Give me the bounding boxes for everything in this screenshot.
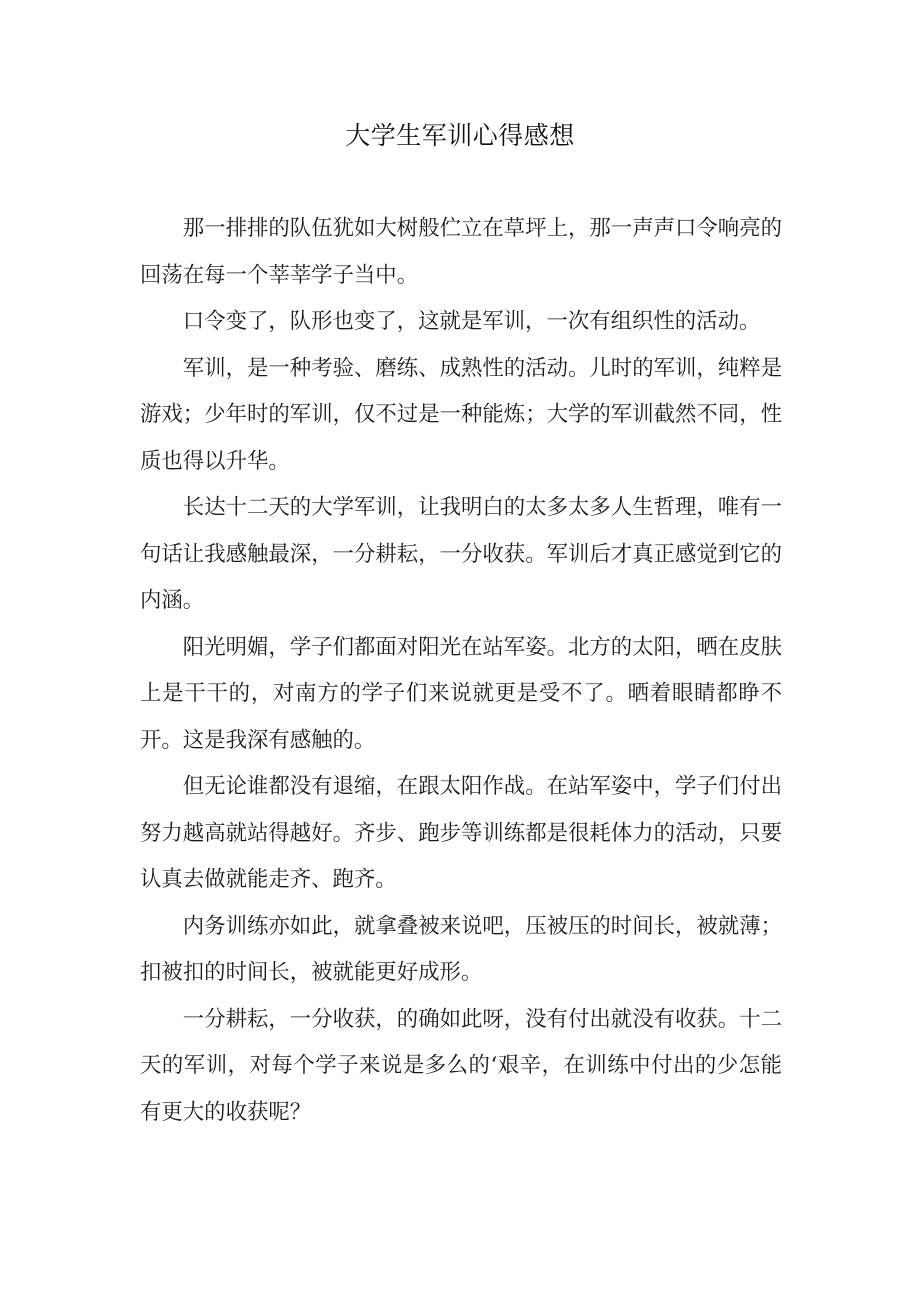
paragraph-1: 那一排排的队伍犹如大树般伫立在草坪上，那一声声口令响亮的回荡在每一个莘莘学子当中。 [140, 216, 782, 288]
document-body [140, 206, 782, 1136]
paragraph-5: 阳光明媚，学子们都面对阳光在站军姿。北方的太阳，晒在皮肤上是干干的，对南方的学子们来说就更是受不了。晒着眼睛都睁不开。这是我深有感触的。 [140, 634, 782, 753]
paragraph-2: 口令变了，队形也变了，这就是军训，一次有组织性的活动。 [182, 309, 761, 334]
paragraph-3: 军训，是一种考验、磨练、成熟性的活动。儿时的军训，纯粹是游戏；少年时的军训，仅不过是一种能炼；大学的军训截然不同，性质也得以升华。 [140, 355, 782, 474]
paragraph-6: 但无论谁都没有退缩，在跟太阳作战。在站军姿中，学子们付出努力越高就站得越好。齐步、跑步等训练都是很耗体力的活动，只要认真去做就能走齐、跑齐。 [140, 774, 782, 892]
paragraph-7: 内务训练亦如此，就拿叠被来说吧，压被压的时间长，被就薄；扣被扣的时间长，被就能更好成形。 [140, 913, 782, 985]
document-title: 大学生军训心得感想 [345, 121, 575, 150]
paragraph-4: 长达十二天的大学军训，让我明白的太多太多人生哲理，唯有一句话让我感触最深，一分耕耘，一分收获。军训后才真正感觉到它的内涵。 [140, 495, 782, 613]
paragraph-8: 一分耕耘，一分收获，的确如此呀，没有付出就没有收获。十二天的军训，对每个学子来说是多么的‘艰辛，在训练中付出的少怎能有更大的收获呢？ [140, 1006, 782, 1125]
